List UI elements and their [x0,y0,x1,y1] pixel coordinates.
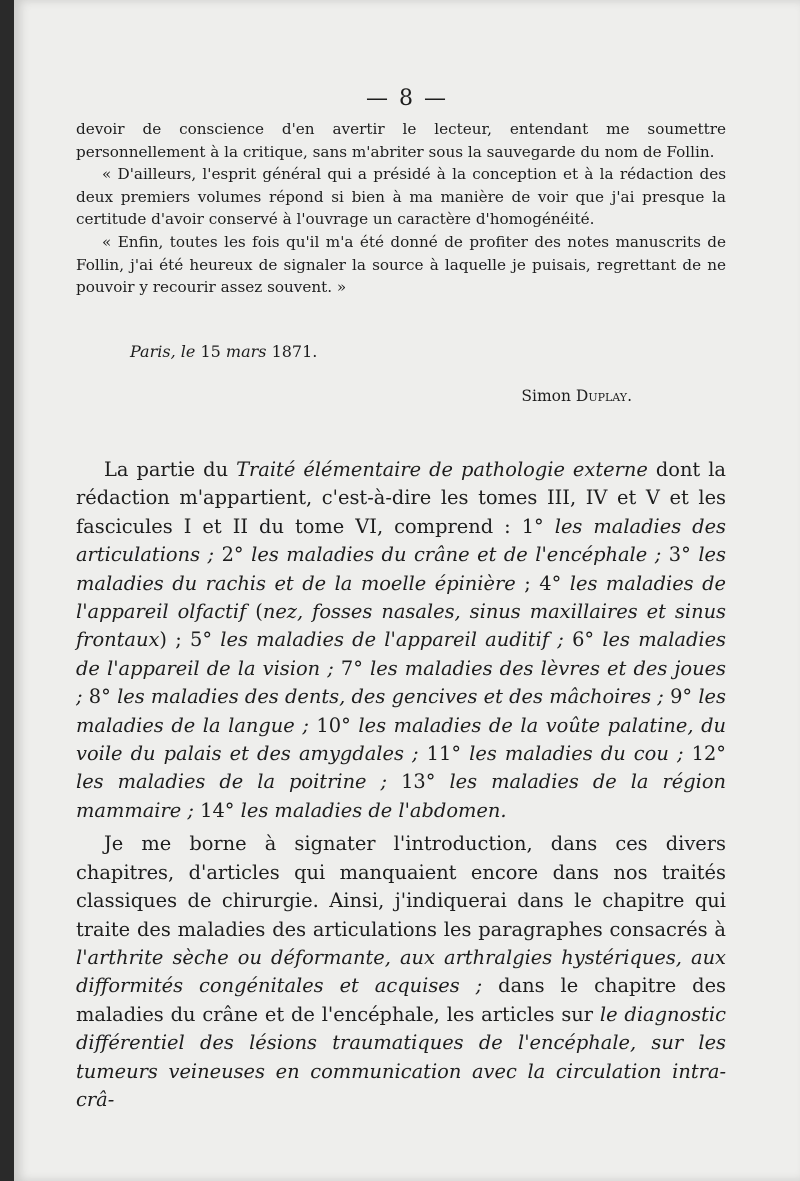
topic-item: le diagnostic différentiel des lésions traumatiques de l'encéphale, sur les tumeurs veineuses en communication avec la circulation intra-crâ- [76,1002,726,1111]
topic-item: les maladies des lèvres et des joues ; [76,656,726,709]
text-run: ) ; 5° [159,628,221,652]
text-run: Je me borne à signater l'introduction, dans ces divers chapitres, d'articles qui manquaient encore dans nos traités classiques de chirurgie. Ainsi, j'indiquerai dans le chapitre qui traite des maladies des articulations les paragraphes consacrés à [76,832,726,941]
topic-item: les maladies de la région mammaire ; [76,770,726,822]
text-run: 7° [333,656,371,680]
text-run: 11° [418,742,470,766]
text-run: 8° [82,685,118,709]
text-run: 10° [308,713,359,737]
topic-item: les maladies de l'abdomen. [240,798,507,822]
text-run: 6° [563,628,603,652]
date-day: 15 [200,342,221,361]
date-year: 1871. [271,342,318,361]
text-run: dans le chapitre des maladies du crâne et de l'encéphale, les articles sur [76,974,726,1026]
topic-item: les maladies des articulations ; [76,514,727,567]
topic-item: nez, fosses nasales, sinus maxillaires et sinus frontaux [76,600,727,652]
main-paragraph-1 [76,456,726,825]
preface-excerpt [76,118,726,299]
main-paragraph-2 [76,830,726,1114]
book-page [14,0,800,1181]
text-run: ; 4° [515,571,570,595]
topic-item: les maladies de la langue ; [76,685,726,737]
text-run: 12° [683,742,726,766]
date-place: Paris, [130,342,176,361]
page-number: — 8 — [366,86,448,111]
preface-paragraph: « D'ailleurs, l'esprit général qui a présidé à la conception et à la rédaction des deux premiers volumes répond si bien à ma manière de voir que j'ai presque la certitude d'avoir conservé à l'ouvrage un caractère d'homogénéité. [76,165,726,229]
text-run: La partie du [104,458,237,481]
preface-paragraph: « Enfin, toutes les fois qu'il m'a été donné de profiter des notes manuscrits de Follin, j'ai été heureux de signaler la source à laquelle je puisais, regrettant de ne pouvoir y recourir assez souvent. » [76,232,726,297]
topic-item: les maladies des dents, des gencives et des mâchoires ; [117,685,664,709]
text-run: ( [246,600,263,624]
text-run: 2° [214,543,252,567]
text-run: 14° [193,798,241,822]
topic-item: les maladies de la poitrine ; [76,770,388,794]
signature-last-name: Duplay. [575,387,632,405]
book-title: Traité élémentaire de pathologie externe [236,458,648,481]
bleed-through-text [434,340,454,364]
signature [521,387,632,405]
signature-first-name: Simon [521,387,571,405]
preface-paragraph: devoir de conscience d'en avertir le lecteur, entendant me soumettre personnellement à la critique, sans m'abriter sous la sauvegarde du nom de Follin. [76,120,726,161]
topic-item: les maladies de l'appareil olfactif [76,571,727,624]
date-le: le [180,342,196,361]
dateline [130,342,317,361]
text-run: 13° [387,770,450,794]
text-run: 3° [661,543,699,567]
topic-item: les maladies de la voûte palatine, du voile du palais et des amygdales ; [76,713,727,766]
text-run: dont la rédaction m'appartient, c'est-à-dire les tomes III, IV et V et les fascicules I et II du tome VI, comprend : 1° [76,458,726,538]
topic-item: les maladies du cou ; [469,742,684,766]
topic-item: les maladies du crâne et de l'encéphale ; [251,543,662,567]
date-month: mars [225,342,267,361]
topic-item: les maladies du rachis et de la moelle épinière [76,543,726,595]
text-run: 9° [663,685,699,709]
topic-item: les maladies de l'appareil de la vision ; [76,628,726,680]
main-text [76,456,726,1114]
topic-item: les maladies de l'appareil auditif ; [220,628,564,652]
topic-item: l'arthrite sèche ou déformante, aux arthralgies hystériques, aux difformités congénitales et acquises ; [76,945,726,998]
